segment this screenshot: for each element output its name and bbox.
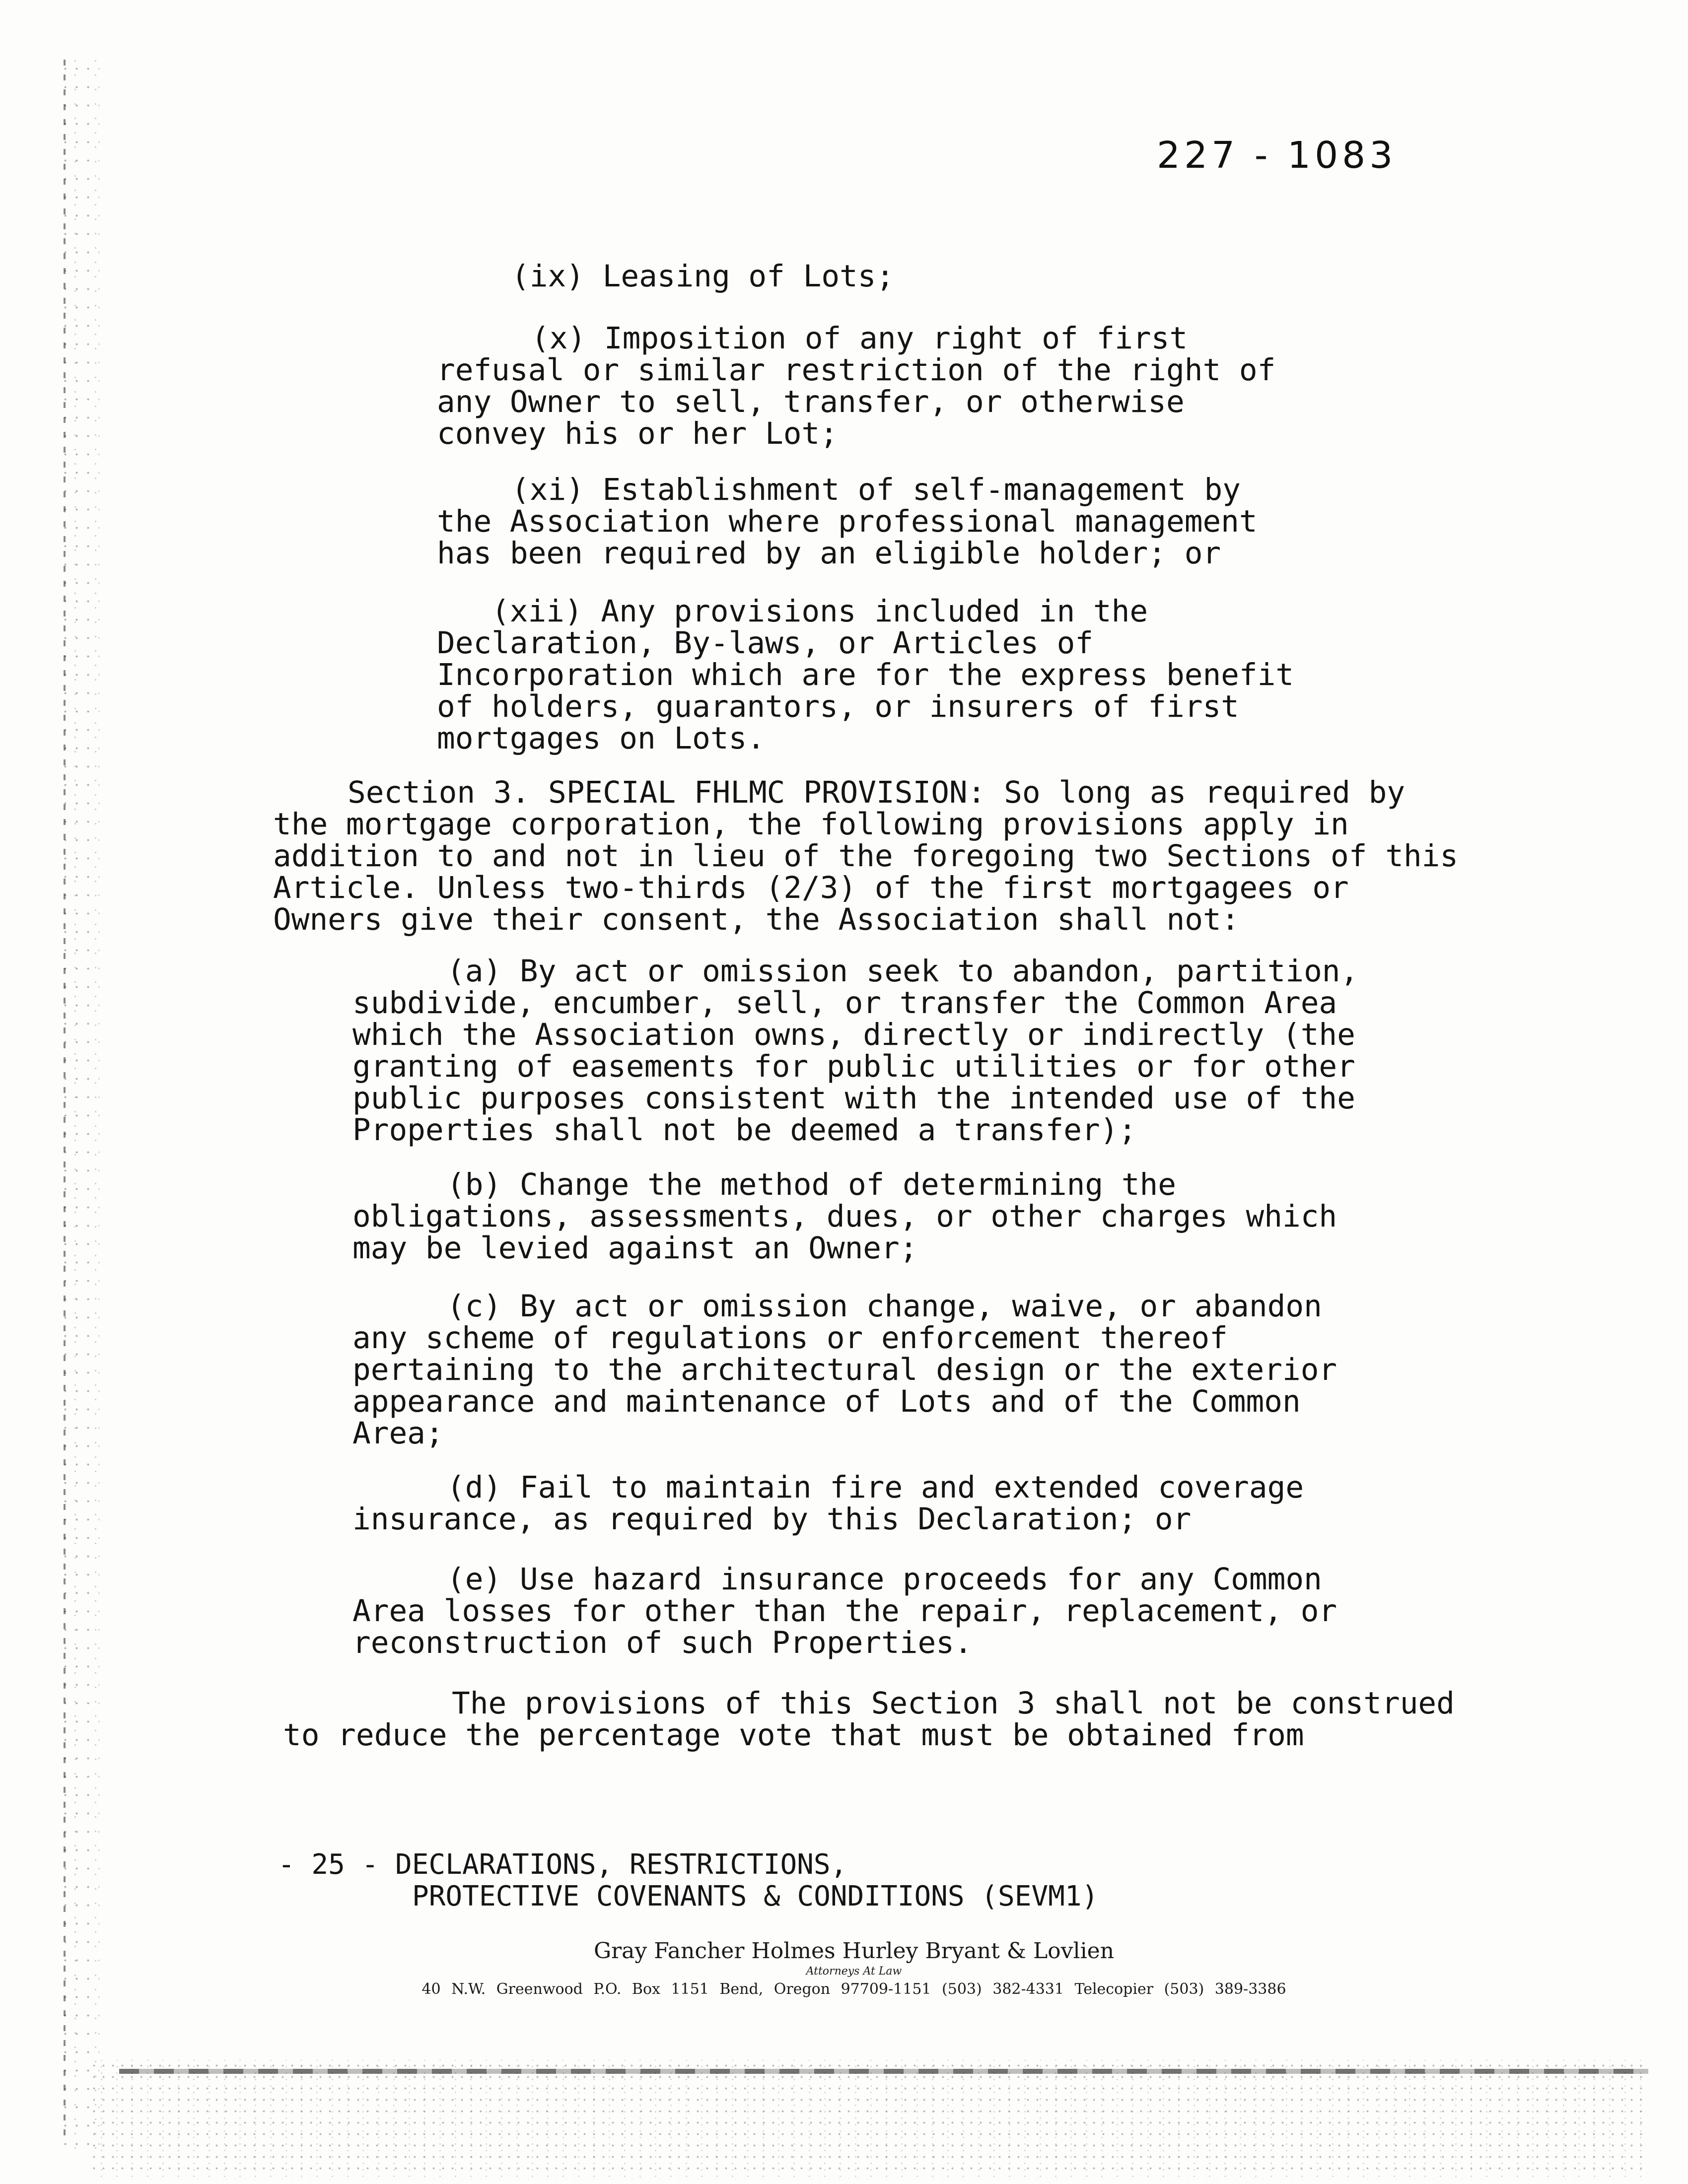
item-c (352, 1291, 1337, 1449)
letterhead-firm: Gray Fancher Holmes Hurley Bryant & Lovlien (593, 1938, 1115, 1964)
scan-edge-noise-left (60, 60, 99, 2154)
item-xii-line: Incorporation which are for the express benefit (437, 657, 1294, 692)
scan-edge-noise-bottom (89, 2060, 1648, 2179)
item-b-line: obligations, assessments, dues, or other charges which (352, 1199, 1337, 1234)
item-a-line: which the Association owns, directly or indirectly (the (352, 1017, 1355, 1052)
item-a-line: public purposes consistent with the intended use of the (352, 1081, 1355, 1116)
item-xii-line: mortgages on Lots. (437, 721, 766, 756)
item-e-line: Area losses for other than the repair, replacement, or (352, 1593, 1337, 1629)
item-d-line: (d) Fail to maintain fire and extended coverage (447, 1470, 1304, 1505)
item-a-line: subdivide, encumber, sell, or transfer the Common Area (352, 985, 1337, 1021)
item-a-line: (a) By act or omission seek to abandon, partition, (447, 954, 1359, 989)
page-footer (278, 1849, 1098, 1912)
section-3-line: Section 3. SPECIAL FHLMC PROVISION: So long as required by (348, 775, 1406, 810)
item-b-line: (b) Change the method of determining the (447, 1167, 1177, 1202)
item-x-line: convey his or her Lot; (437, 416, 838, 451)
item-d (352, 1472, 1304, 1535)
item-xi-line: the Association where professional management (437, 504, 1258, 539)
section-3-line: addition to and not in lieu of the foregoing two Sections of this (273, 838, 1459, 874)
item-e-line: reconstruction of such Properties. (352, 1625, 973, 1660)
section-3-line: Article. Unless two-thirds (2/3) of the first mortgagees or (273, 870, 1349, 905)
item-xii (437, 596, 1293, 754)
footer-line-1: - 25 - DECLARATIONS, RESTRICTIONS, (278, 1848, 847, 1881)
item-xi-line: has been required by an eligible holder; or (437, 536, 1221, 571)
letterhead (298, 1938, 1410, 2000)
section-3-line: Owners give their consent, the Association shall not: (273, 902, 1240, 937)
item-b (352, 1169, 1337, 1264)
page-stamp: 227 - 1083 (1157, 134, 1397, 177)
item-e-line: (e) Use hazard insurance proceeds for any Common (447, 1562, 1322, 1597)
letterhead-subtitle: Attorneys At Law (806, 1965, 902, 1978)
section-3-paragraph (273, 777, 1458, 936)
item-ix (511, 261, 894, 292)
item-c-line: (c) By act or omission change, waive, or abandon (447, 1289, 1322, 1324)
item-c-line: pertaining to the architectural design or the exterior (352, 1352, 1337, 1387)
item-a (352, 956, 1358, 1146)
letterhead-address: 40 N.W. Greenwood P.O. Box 1151 Bend, Oregon 97709-1151 (503) 382-4331 Telecopier (503) 389-3386 (422, 1980, 1286, 1998)
item-b-line: may be levied against an Owner; (352, 1230, 918, 1266)
closing-paragraph (283, 1688, 1455, 1751)
item-x-line: refusal or similar restriction of the right of (437, 352, 1276, 388)
section-3-line: the mortgage corporation, the following provisions apply in (273, 807, 1349, 842)
item-a-line: Properties shall not be deemed a transfer); (352, 1112, 1137, 1148)
closing-line: to reduce the percentage vote that must be obtained from (283, 1717, 1304, 1753)
item-d-line: insurance, as required by this Declaration; or (352, 1502, 1192, 1537)
item-c-line: Area; (352, 1416, 444, 1451)
item-x-line: (x) Imposition of any right of first (531, 321, 1188, 356)
item-a-line: granting of easements for public utilities or for other (352, 1049, 1355, 1084)
item-c-line: appearance and maintenance of Lots and of the Common (352, 1384, 1301, 1419)
item-c-line: any scheme of regulations or enforcement thereof (352, 1320, 1228, 1356)
item-xii-line: Declaration, By-laws, or Articles of (437, 625, 1094, 661)
footer-line-2: PROTECTIVE COVENANTS & CONDITIONS (SEVM1) (412, 1880, 1099, 1912)
item-e (352, 1564, 1337, 1659)
item-xii-line: of holders, guarantors, or insurers of first (437, 689, 1239, 724)
item-xii-line: (xii) Any provisions included in the (492, 594, 1148, 629)
scan-edge-line-left (64, 60, 66, 2144)
scan-edge-line-bottom (119, 2069, 1648, 2074)
item-x (437, 323, 1293, 450)
closing-line: The provisions of this Section 3 shall not be construed (452, 1686, 1455, 1721)
item-xi (437, 474, 1293, 569)
item-ix-line: (ix) Leasing of Lots; (511, 259, 895, 294)
item-xi-line: (xi) Establishment of self-management by (511, 472, 1241, 507)
item-x-line: any Owner to sell, transfer, or otherwise (437, 384, 1185, 419)
